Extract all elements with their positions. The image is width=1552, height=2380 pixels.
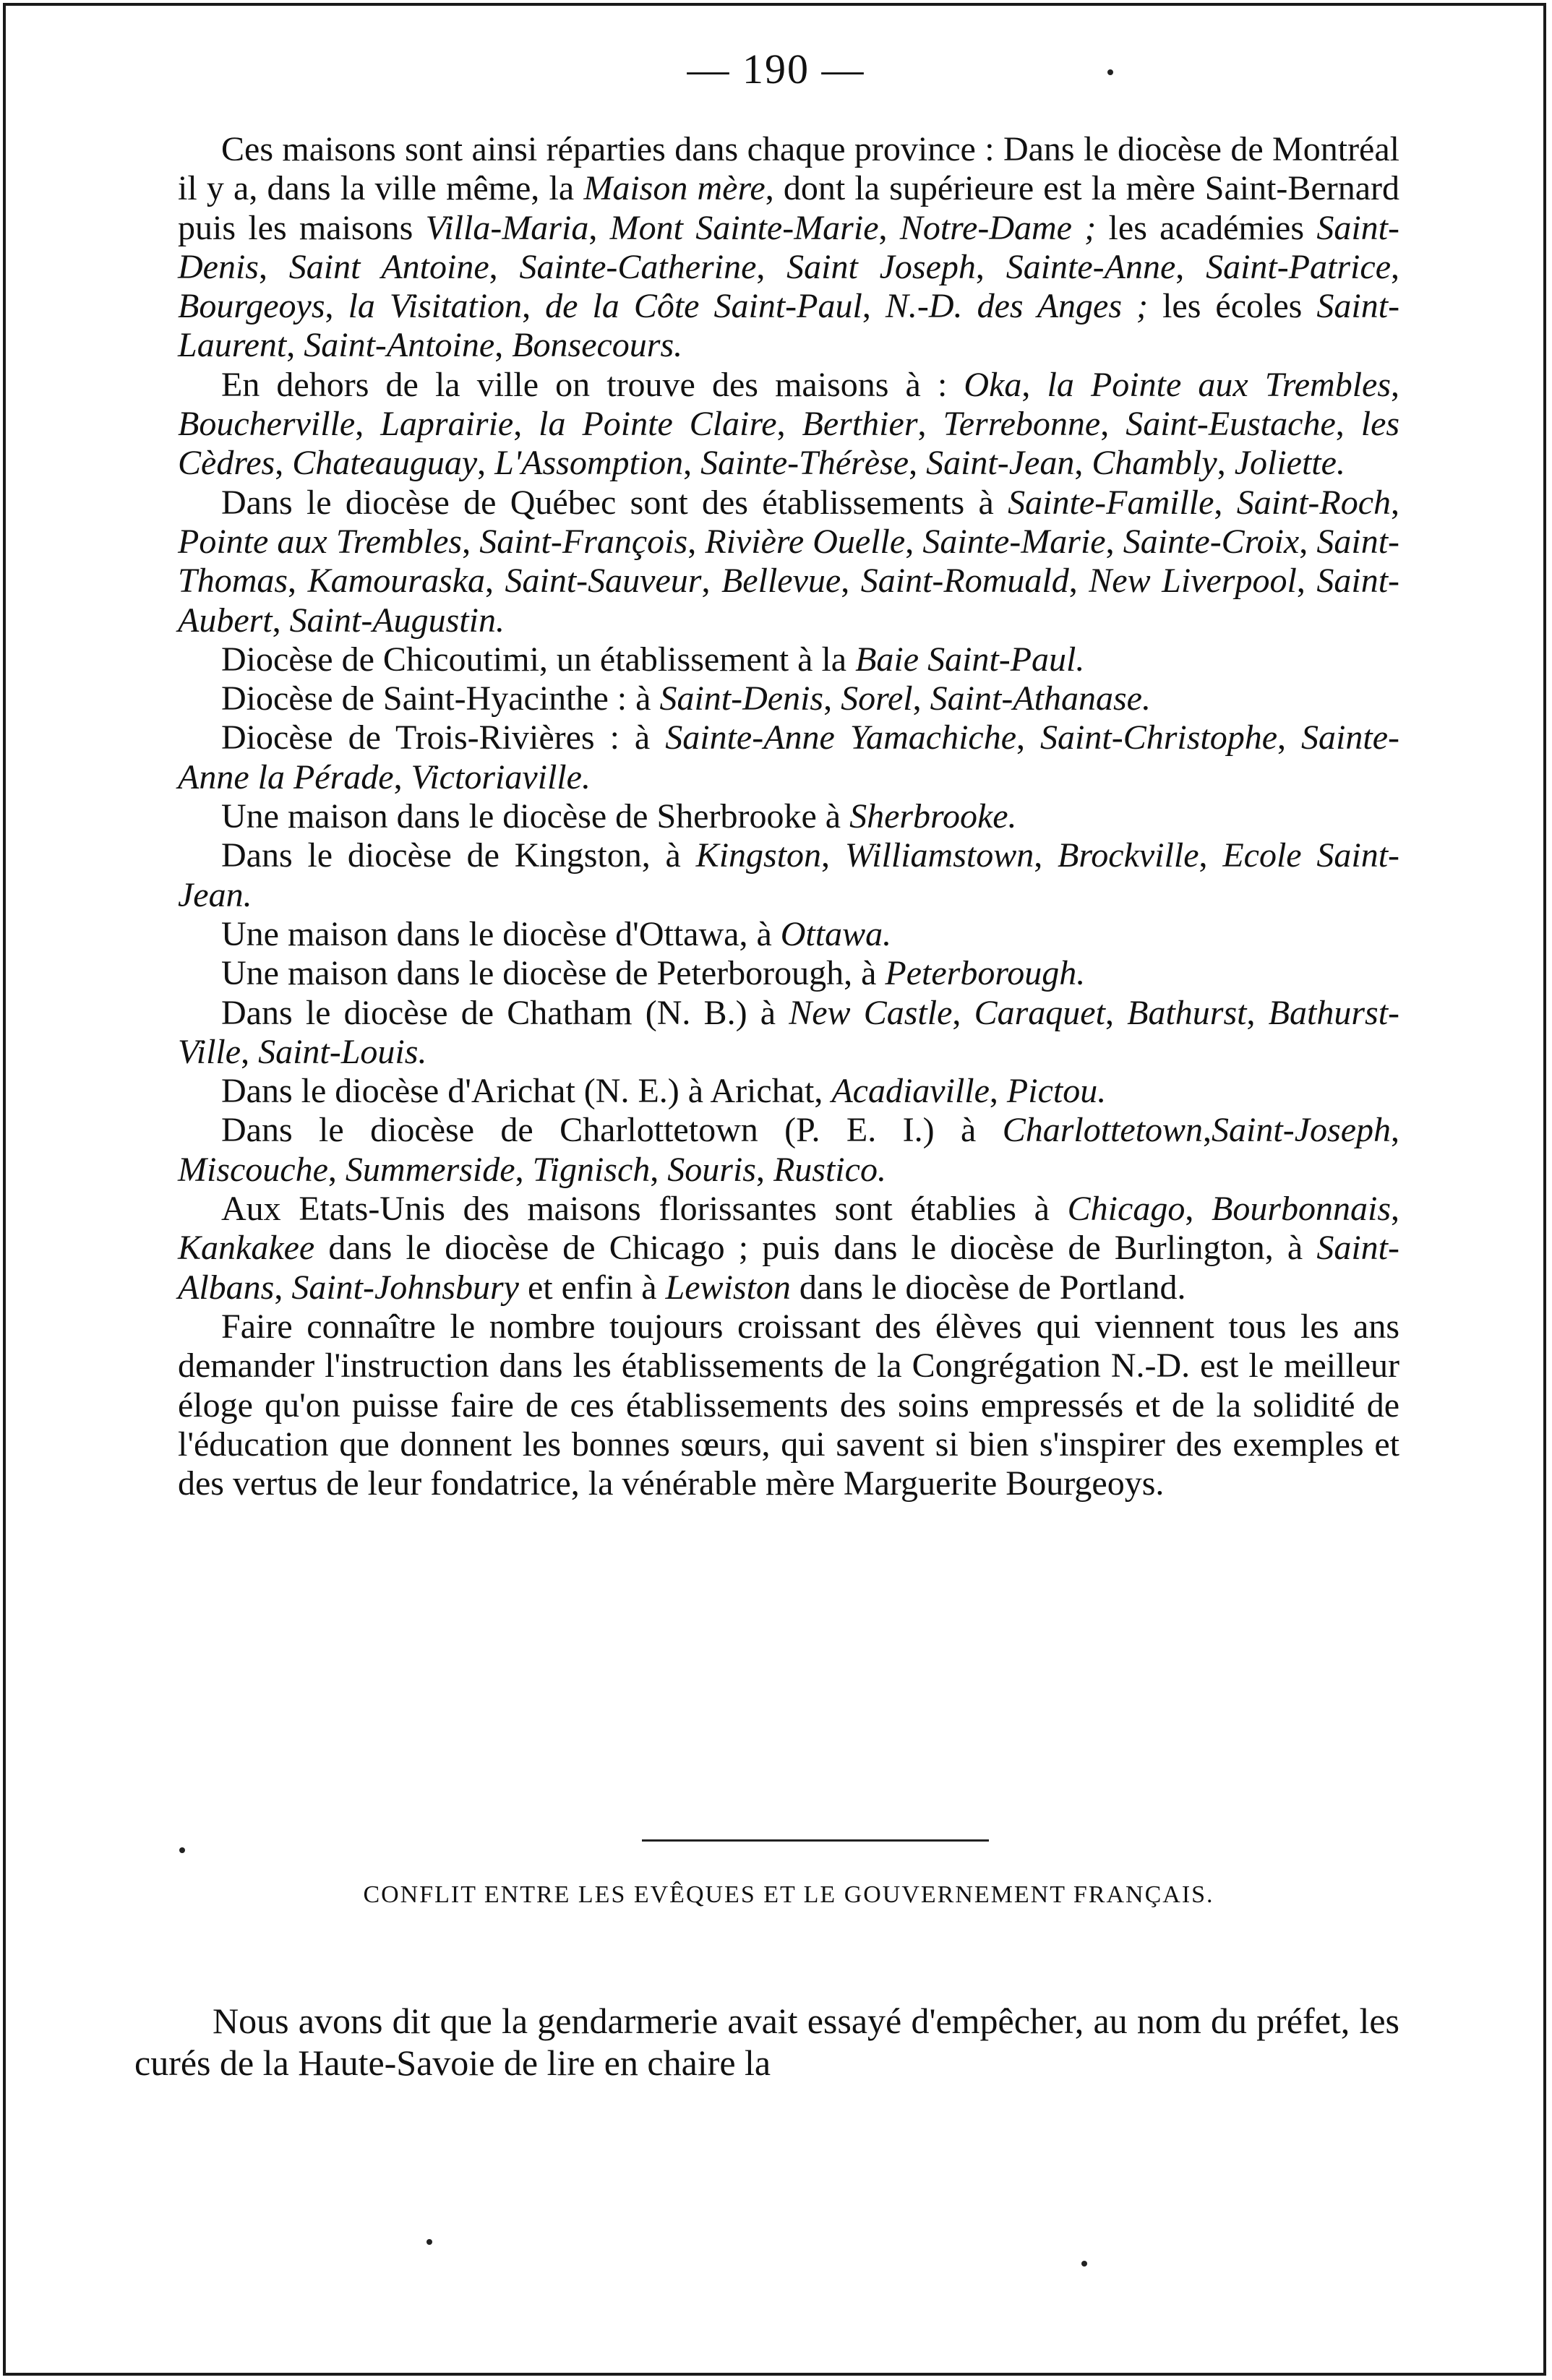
text-run: et enfin à bbox=[518, 1268, 666, 1307]
text-run: , bbox=[1034, 836, 1058, 875]
text-run: , bbox=[862, 287, 886, 326]
place-name: Saint-Denis bbox=[178, 208, 1399, 286]
place-name: Rivière Ouelle bbox=[705, 522, 906, 561]
place-name: Saint-Johnsbury bbox=[291, 1268, 519, 1307]
place-name: Saint-Laurent bbox=[178, 287, 1400, 365]
text-run: , bbox=[272, 601, 290, 640]
place-name: la Pointe Claire bbox=[539, 405, 777, 444]
place-name: de la Côte Saint-Paul bbox=[545, 287, 862, 326]
paragraph bbox=[178, 484, 1399, 640]
place-name: Saint-Augustin. bbox=[289, 601, 505, 640]
place-name: Souris bbox=[667, 1150, 756, 1189]
text-run: , bbox=[275, 444, 293, 483]
text-run: , bbox=[823, 679, 841, 718]
place-name: Bonsecours. bbox=[512, 326, 683, 365]
text-run: , bbox=[286, 326, 304, 365]
text-run: , bbox=[515, 1150, 533, 1189]
text-run: , dont la supérieure est la mère Saint-Bernard puis les maisons bbox=[178, 169, 1400, 247]
text-run: Dans le diocèse de Québec sont des établissements à bbox=[221, 483, 1008, 522]
place-name: Saint-Athanase. bbox=[930, 679, 1151, 718]
text-run: , bbox=[1296, 562, 1317, 601]
text-run: , bbox=[477, 444, 495, 483]
place-name: Saint-Joseph bbox=[1212, 1111, 1391, 1150]
text-run: En dehors de la ville on trouve des maisons à : bbox=[221, 365, 964, 404]
text-run: , bbox=[1391, 247, 1399, 286]
paragraph bbox=[178, 994, 1399, 1073]
place-name: Baie Saint-Paul. bbox=[855, 640, 1085, 679]
place-name: Caraquet bbox=[974, 993, 1105, 1032]
text-run: , bbox=[1203, 1111, 1212, 1150]
text-run: , bbox=[462, 522, 480, 561]
place-name: Kingston bbox=[695, 836, 822, 875]
text-run: , bbox=[489, 247, 520, 286]
text-run: , bbox=[841, 562, 861, 601]
place-name: N.-D. des Anges ; bbox=[885, 287, 1149, 326]
paragraph bbox=[178, 1190, 1399, 1307]
paragraph bbox=[178, 366, 1399, 484]
paragraph bbox=[178, 718, 1399, 797]
text-run: Une maison dans le diocèse de Sherbrooke à bbox=[221, 797, 850, 836]
place-name: Saint-Eustache bbox=[1126, 405, 1336, 444]
text-run: Diocèse de Chicoutimi, un établissement à la bbox=[221, 640, 856, 679]
place-name: Saint-Romuald bbox=[860, 562, 1069, 601]
place-name: Saint-Louis. bbox=[258, 1032, 427, 1071]
place-name: Victoriaville. bbox=[411, 757, 591, 796]
text-run: , bbox=[1299, 522, 1317, 561]
print-speck bbox=[1081, 2261, 1087, 2267]
text-run: , bbox=[522, 287, 546, 326]
text-run: , bbox=[1175, 247, 1206, 286]
place-name: New Castle bbox=[789, 993, 953, 1032]
print-speck bbox=[1107, 69, 1113, 75]
text-run: , bbox=[701, 562, 721, 601]
paragraph bbox=[178, 640, 1399, 679]
text-run: , bbox=[687, 522, 706, 561]
text-run: , bbox=[494, 326, 513, 365]
place-name: Miscouche bbox=[178, 1150, 328, 1189]
text-run: , bbox=[1199, 836, 1223, 875]
text-run: , bbox=[776, 405, 802, 444]
text-run: , bbox=[1074, 444, 1092, 483]
page-number: — 190 — bbox=[687, 46, 865, 93]
text-run: Une maison dans le diocèse de Peterborough, à bbox=[221, 954, 886, 993]
text-run: , bbox=[1391, 1111, 1399, 1150]
text-run: Ces maisons sont ainsi réparties dans chaque province : Dans le diocèse de Montréal il y a, dans la ville même, la bbox=[178, 130, 1399, 208]
place-name: Brockville bbox=[1058, 836, 1199, 875]
text-run: , bbox=[1068, 562, 1089, 601]
place-name: Williamstown bbox=[844, 836, 1034, 875]
place-name: Laprairie bbox=[380, 405, 514, 444]
place-name: la Visitation bbox=[348, 287, 523, 326]
text-run: Faire connaître le nombre toujours croissant des élèves qui viennent tous les ans demander l'instruction dans les établissements de la Congrégation N.-D. est le meilleur éloge qu'on puisse faire de ces établissements des soins empressés et de la solidité de l'éducation que donnent les bonnes sœurs, qui savent si bien s'inspirer des exemples et des vertus de leur fondatrice, la vénérable mère Marguerite Bourgeoys. bbox=[178, 1307, 1399, 1503]
text-run: , bbox=[393, 757, 411, 796]
text-run: , bbox=[878, 208, 900, 247]
place-name: Joliette. bbox=[1234, 444, 1345, 483]
text-run: , bbox=[1214, 483, 1237, 522]
place-name: Saint Antoine bbox=[288, 247, 489, 286]
text-run: , bbox=[274, 1268, 292, 1307]
place-name: Sainte-Anne bbox=[1006, 247, 1176, 286]
place-name: Rustico. bbox=[773, 1150, 886, 1189]
paragraph bbox=[178, 1307, 1399, 1503]
text-run: les académies bbox=[1096, 208, 1317, 247]
print-speck bbox=[179, 1847, 185, 1853]
place-name: Sorel bbox=[841, 679, 913, 718]
text-run: Dans le diocèse de Kingston, à bbox=[221, 836, 696, 875]
place-name: Saint-Christophe bbox=[1040, 718, 1278, 757]
section-paragraph: Nous avons dit que la gendarmerie avait essayé d'empêcher, au nom du préfet, les curés de la Haute-Savoie de lire en chaire la bbox=[134, 2001, 1399, 2083]
text-run: , bbox=[975, 247, 1006, 286]
text-run: dans le diocèse de Chicago ; puis dans le diocèse de Burlington, à bbox=[314, 1229, 1317, 1268]
place-name: Berthier bbox=[802, 405, 918, 444]
text-run: , bbox=[258, 247, 289, 286]
place-name: Saint-Thomas bbox=[178, 522, 1400, 601]
text-run: , bbox=[952, 993, 974, 1032]
place-name: Villa-Maria bbox=[425, 208, 589, 247]
place-name: Bathurst-Ville bbox=[178, 993, 1400, 1071]
place-name: Chicago bbox=[1067, 1190, 1186, 1229]
text-run: les écoles bbox=[1148, 287, 1317, 326]
text-run: , bbox=[917, 405, 943, 444]
place-name: Bourbonnais bbox=[1212, 1190, 1392, 1229]
paragraph bbox=[178, 1072, 1399, 1111]
place-name: Saint-Antoine bbox=[304, 326, 495, 365]
place-name: Notre-Dame ; bbox=[899, 208, 1097, 247]
text-run: , bbox=[756, 247, 787, 286]
place-name: Sainte-Anne Yamachiche bbox=[665, 718, 1017, 757]
text-run: , bbox=[1277, 718, 1302, 757]
text-run: , bbox=[989, 1072, 1007, 1111]
text-run: , bbox=[484, 562, 505, 601]
place-name: Sainte-Croix bbox=[1123, 522, 1300, 561]
text-run: Diocèse de Saint-Hyacinthe : à bbox=[221, 679, 660, 718]
place-name: Saint Joseph bbox=[786, 247, 976, 286]
text-run: , bbox=[1391, 483, 1400, 522]
text-run: Dans le diocèse d'Arichat (N. E.) à Arichat, bbox=[221, 1072, 832, 1111]
place-name: Boucherville bbox=[178, 405, 356, 444]
text-run: , bbox=[1335, 405, 1361, 444]
print-speck bbox=[426, 2239, 432, 2245]
text-run: , bbox=[327, 1150, 346, 1189]
paragraph bbox=[178, 915, 1399, 954]
text-run: , bbox=[241, 1032, 259, 1071]
text-run: Dans le diocèse de Chatham (N. B.) à bbox=[221, 993, 789, 1032]
text-run: Aux Etats-Unis des maisons florissantes sont établies à bbox=[221, 1190, 1068, 1229]
text-run: , bbox=[513, 405, 539, 444]
place-name: Ecole Saint-Jean. bbox=[178, 836, 1400, 914]
text-run: , bbox=[1021, 365, 1047, 404]
text-run: , bbox=[1016, 718, 1041, 757]
text-run: , bbox=[325, 287, 348, 326]
place-name: Saint-Jean bbox=[926, 444, 1075, 483]
text-run: , bbox=[905, 522, 923, 561]
place-name: Ottawa. bbox=[780, 914, 892, 953]
place-name: Pointe aux Trembles bbox=[178, 522, 463, 561]
place-name: Acadiaville bbox=[831, 1072, 990, 1111]
text-run: , bbox=[1391, 1190, 1400, 1229]
text-run: , bbox=[650, 1150, 668, 1189]
place-name: Summerside bbox=[345, 1150, 515, 1189]
place-name: Saint-François bbox=[479, 522, 688, 561]
place-name: Pictou. bbox=[1006, 1072, 1107, 1111]
paragraph bbox=[178, 130, 1399, 366]
paragraph bbox=[178, 797, 1399, 836]
paragraph bbox=[178, 836, 1399, 915]
place-name: Maison mère bbox=[583, 169, 766, 208]
place-name: Chambly bbox=[1092, 444, 1217, 483]
paragraph bbox=[178, 1111, 1399, 1190]
section-divider bbox=[642, 1839, 989, 1842]
text-run: , bbox=[1217, 444, 1235, 483]
place-name: Sainte-Anne la Pérade bbox=[178, 718, 1400, 796]
text-run: , bbox=[355, 405, 381, 444]
place-name: Saint-Patrice bbox=[1206, 247, 1391, 286]
place-name: Terrebonne bbox=[943, 405, 1101, 444]
text-run: , bbox=[1105, 522, 1123, 561]
place-name: Oka bbox=[964, 365, 1022, 404]
place-name: Tignisch bbox=[532, 1150, 651, 1189]
text-run: , bbox=[1246, 993, 1269, 1032]
place-name: Sainte-Famille bbox=[1008, 483, 1214, 522]
text-run: , bbox=[588, 208, 610, 247]
place-name: Chateauguay bbox=[292, 444, 478, 483]
section-body bbox=[134, 2000, 1399, 2084]
text-run: , bbox=[683, 444, 701, 483]
place-name: Saint-Sauveur bbox=[505, 562, 702, 601]
main-text bbox=[178, 130, 1399, 1503]
place-name: les Cèdres bbox=[178, 405, 1400, 483]
text-run: Dans le diocèse de Charlottetown (P. E. I.) à bbox=[221, 1111, 1003, 1150]
place-name: Peterborough. bbox=[885, 954, 1086, 993]
place-name: la Pointe aux Trembles bbox=[1047, 365, 1392, 404]
place-name: Lewiston bbox=[665, 1268, 791, 1307]
place-name: Sainte-Marie bbox=[922, 522, 1106, 561]
text-run: , bbox=[1185, 1190, 1212, 1229]
place-name: Mont Sainte-Marie bbox=[609, 208, 879, 247]
section-heading: CONFLIT ENTRE LES EVÊQUES ET LE GOUVERNEMENT FRANÇAIS. bbox=[363, 1881, 1214, 1908]
place-name: Sainte-Thérèse bbox=[700, 444, 909, 483]
place-name: New Liverpool bbox=[1089, 562, 1297, 601]
text-run: , bbox=[1100, 405, 1126, 444]
place-name: L'Assomption bbox=[494, 444, 684, 483]
text-run: , bbox=[821, 836, 845, 875]
text-run: , bbox=[288, 562, 308, 601]
place-name: Saint-Roch bbox=[1236, 483, 1392, 522]
place-name: Sainte-Catherine bbox=[519, 247, 757, 286]
text-run: , bbox=[755, 1150, 773, 1189]
text-run: , bbox=[1391, 365, 1400, 404]
place-name: Charlottetown bbox=[1002, 1111, 1204, 1150]
place-name: Sherbrooke. bbox=[849, 797, 1017, 836]
place-name: Saint-Denis bbox=[659, 679, 824, 718]
place-name: Kankakee bbox=[178, 1229, 315, 1268]
place-name: Saint-Aubert bbox=[178, 562, 1400, 640]
place-name: Bourgeoys bbox=[178, 287, 325, 326]
place-name: Bathurst bbox=[1127, 993, 1247, 1032]
place-name: Saint-Albans bbox=[178, 1229, 1399, 1307]
place-name: Kamouraska bbox=[307, 562, 485, 601]
paragraph bbox=[178, 679, 1399, 718]
text-run: Une maison dans le diocèse d'Ottawa, à bbox=[221, 914, 781, 953]
place-name: Bellevue bbox=[721, 562, 841, 601]
paragraph bbox=[178, 954, 1399, 993]
text-run: , bbox=[912, 679, 930, 718]
text-run: dans le diocèse de Portland. bbox=[790, 1268, 1186, 1307]
text-run: Diocèse de Trois-Rivières : à bbox=[221, 718, 666, 757]
text-run: , bbox=[1105, 993, 1128, 1032]
text-run: , bbox=[909, 444, 927, 483]
